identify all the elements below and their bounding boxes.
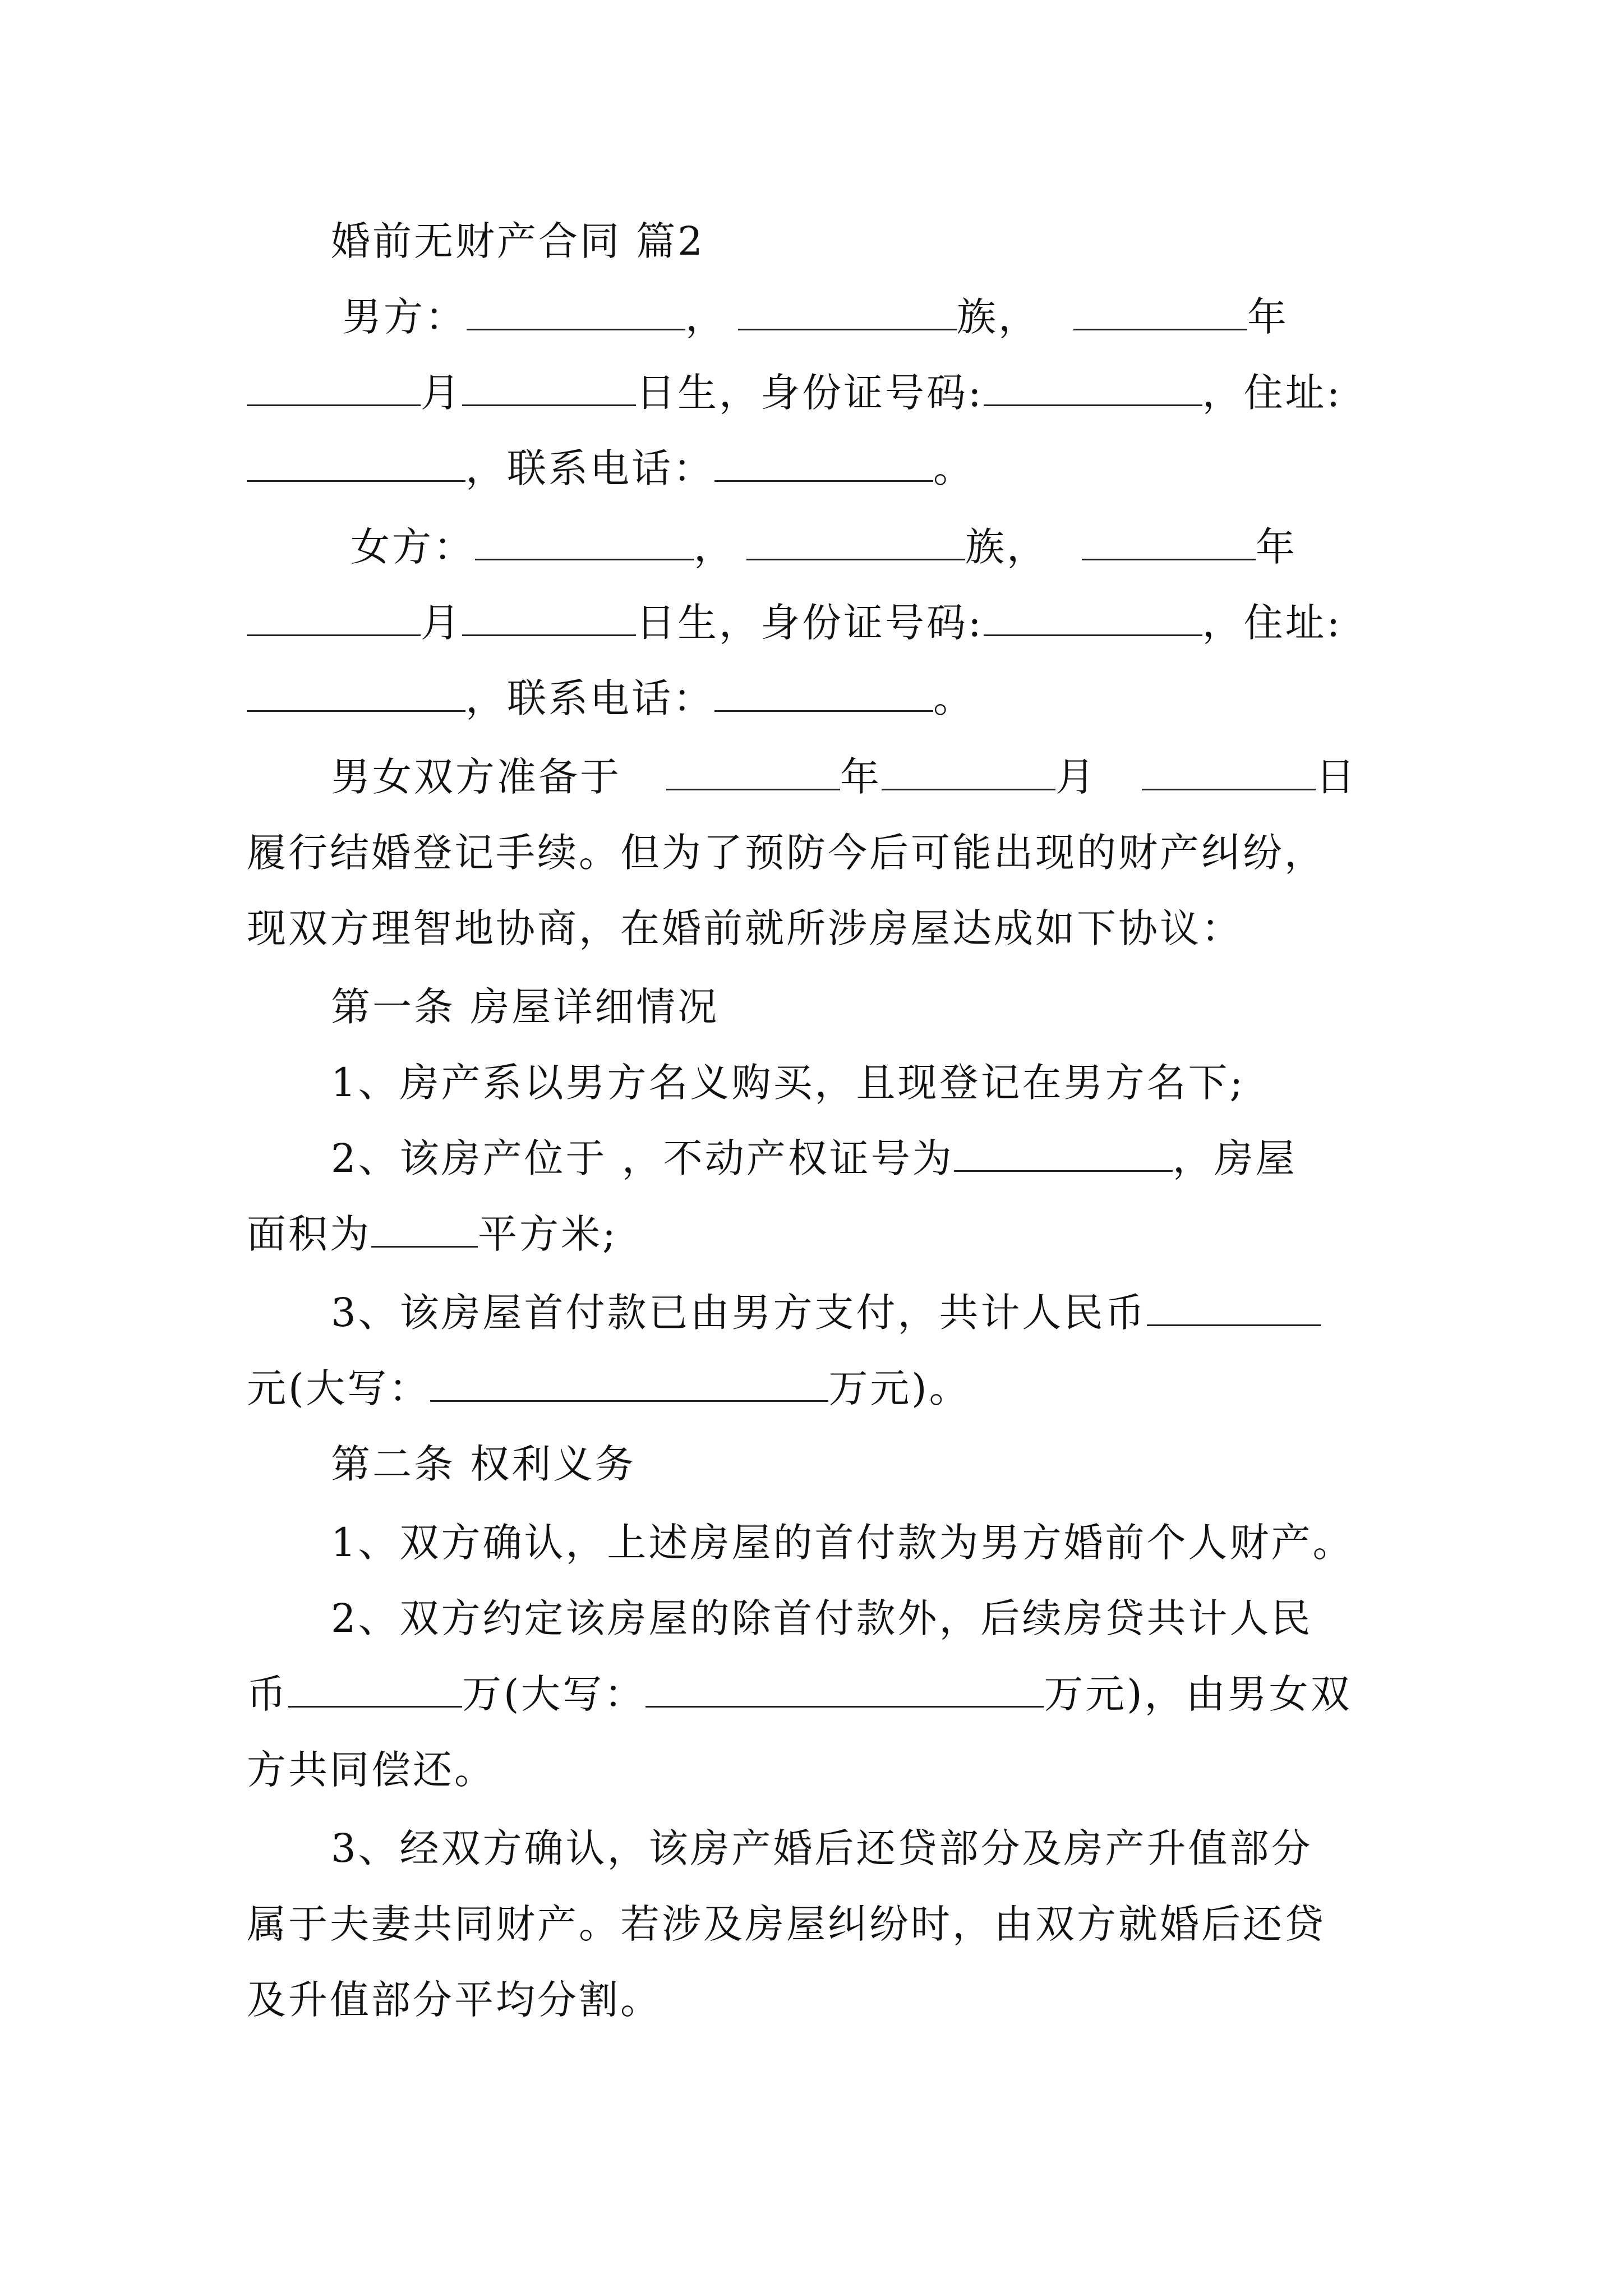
male-day-blank[interactable] <box>462 367 636 406</box>
article1-item3 <box>331 1285 1391 1341</box>
article2-item2-text: 2、双方约定该房屋的除首付款外，后续房贷共计人民 <box>331 1595 1313 1641</box>
female-address-blank[interactable] <box>247 673 465 712</box>
female-line-1 <box>351 519 1495 575</box>
property-cert-blank[interactable] <box>954 1133 1173 1172</box>
male-line-1 <box>342 289 1486 345</box>
article2-item3-cont <box>247 1896 1391 1952</box>
female-phone-blank[interactable] <box>714 673 933 712</box>
article1-item1-text: 1、房产系以男方名义购买，且现登记在男方名下; <box>331 1060 1246 1106</box>
female-ethnic-blank[interactable] <box>746 522 965 560</box>
article1-item3-text: 3、该房屋首付款已由男方支付，共计人民币 <box>331 1290 1147 1336</box>
article2-item3-text-2: 属于夫妻共同财产。若涉及房屋纠纷时，由双方就婚后还贷 <box>247 1901 1326 1947</box>
male-ethnic-blank[interactable] <box>738 292 957 330</box>
male-year-blank[interactable] <box>1073 292 1247 330</box>
article2-item2-end <box>247 1742 1391 1798</box>
downpayment-blank[interactable] <box>1147 1287 1321 1326</box>
article2-item2-end-text: 方共同偿还。 <box>247 1747 496 1793</box>
female-period: 。 <box>933 675 975 721</box>
intro-prefix: 男女双方准备于 <box>331 754 621 800</box>
male-year-label: 年 <box>1247 294 1289 340</box>
intro-line-3 <box>247 900 1391 956</box>
male-phone-blank[interactable] <box>714 443 933 482</box>
area-label: 面积为 <box>247 1211 371 1257</box>
article2-item3-text: 3、经双方确认，该房产婚后还贷部分及房产升值部分 <box>331 1825 1313 1871</box>
article2-item2 <box>331 1590 1391 1646</box>
male-ethnic-label: 族， <box>957 294 1040 340</box>
female-born-label: 日生，身份证号码: <box>636 600 984 646</box>
female-year-blank[interactable] <box>1082 522 1256 560</box>
intro-text-3: 现双方理智地协商，在婚前就所涉房屋达成如下协议： <box>247 905 1243 951</box>
intro-line-2 <box>247 825 1391 881</box>
intro-day-label: 日 <box>1316 754 1357 800</box>
article1-item2-cont <box>247 1206 1391 1262</box>
male-id-blank[interactable] <box>984 367 1202 406</box>
loan-caps-label: 万(大写： <box>462 1671 646 1717</box>
female-comma: ， <box>694 524 735 570</box>
article1-item2-suffix: ，房屋 <box>1172 1135 1297 1181</box>
area-unit: 平方米; <box>478 1211 618 1257</box>
intro-year-label: 年 <box>840 754 882 800</box>
female-line-3 <box>247 670 1391 726</box>
article1-item1 <box>331 1055 1391 1111</box>
title-text: 婚前无财产合同 篇2 <box>331 218 705 264</box>
downpayment-suffix: 万元)。 <box>828 1365 971 1411</box>
male-born-label: 日生，身份证号码: <box>636 370 984 416</box>
female-ethnic-label: 族， <box>965 524 1048 570</box>
male-address-blank[interactable] <box>247 443 465 482</box>
article2-heading-text: 第二条 权利义务 <box>331 1441 637 1487</box>
male-phone-label: ，联系电话： <box>465 445 714 491</box>
male-comma: ， <box>685 294 727 340</box>
female-label: 女方： <box>351 524 475 570</box>
downpayment-caps-label: 元(大写： <box>247 1365 431 1411</box>
article2-item3-end <box>247 1972 1391 2028</box>
male-month-blank[interactable] <box>247 367 421 406</box>
article2-item2-cont <box>247 1666 1391 1722</box>
article2-item3 <box>331 1820 1391 1876</box>
female-id-blank[interactable] <box>984 597 1202 636</box>
female-phone-label: ，联系电话： <box>465 675 714 721</box>
female-day-blank[interactable] <box>462 597 636 636</box>
wedding-day-blank[interactable] <box>1142 752 1316 790</box>
loan-caps-blank[interactable] <box>645 1669 1044 1708</box>
intro-month-label: 月 <box>1055 754 1097 800</box>
female-month-blank[interactable] <box>247 597 421 636</box>
article1-heading <box>331 979 1391 1035</box>
female-addr-label: ，住址: <box>1202 600 1343 646</box>
male-period: 。 <box>933 445 975 491</box>
male-name-blank[interactable] <box>467 292 685 330</box>
article1-item3-cont <box>247 1360 1391 1416</box>
downpayment-caps-blank[interactable] <box>430 1363 828 1402</box>
article2-item1-text: 1、双方确认，上述房屋的首付款为男方婚前个人财产。 <box>331 1520 1354 1566</box>
intro-text-2: 履行结婚登记手续。但为了预防今后可能出现的财产纠纷， <box>247 830 1326 876</box>
male-line-3 <box>247 440 1391 496</box>
female-name-blank[interactable] <box>475 522 694 560</box>
loan-suffix: 万元)，由男女双 <box>1044 1671 1352 1717</box>
intro-line-1 <box>331 749 1391 805</box>
male-addr-label: ，住址: <box>1202 370 1343 416</box>
male-month-label: 月 <box>421 370 462 416</box>
loan-currency-label: 币 <box>247 1671 288 1717</box>
female-year-label: 年 <box>1256 524 1297 570</box>
wedding-year-blank[interactable] <box>666 752 840 790</box>
document-title <box>331 213 1391 269</box>
loan-amount-blank[interactable] <box>288 1669 462 1708</box>
male-line-2 <box>247 365 1391 421</box>
article1-item2-text: 2、该房产位于 ，不动产权证号为 <box>331 1135 954 1181</box>
article1-item2 <box>331 1130 1391 1186</box>
article2-heading <box>331 1436 1391 1492</box>
female-month-label: 月 <box>421 600 462 646</box>
article1-heading-text: 第一条 房屋详细情况 <box>331 984 720 1030</box>
male-label: 男方： <box>342 294 467 340</box>
female-line-2 <box>247 595 1391 651</box>
wedding-month-blank[interactable] <box>882 752 1055 790</box>
article2-item3-text-3: 及升值部分平均分割。 <box>247 1977 662 2023</box>
area-blank[interactable] <box>371 1209 478 1248</box>
article2-item1 <box>331 1515 1391 1571</box>
